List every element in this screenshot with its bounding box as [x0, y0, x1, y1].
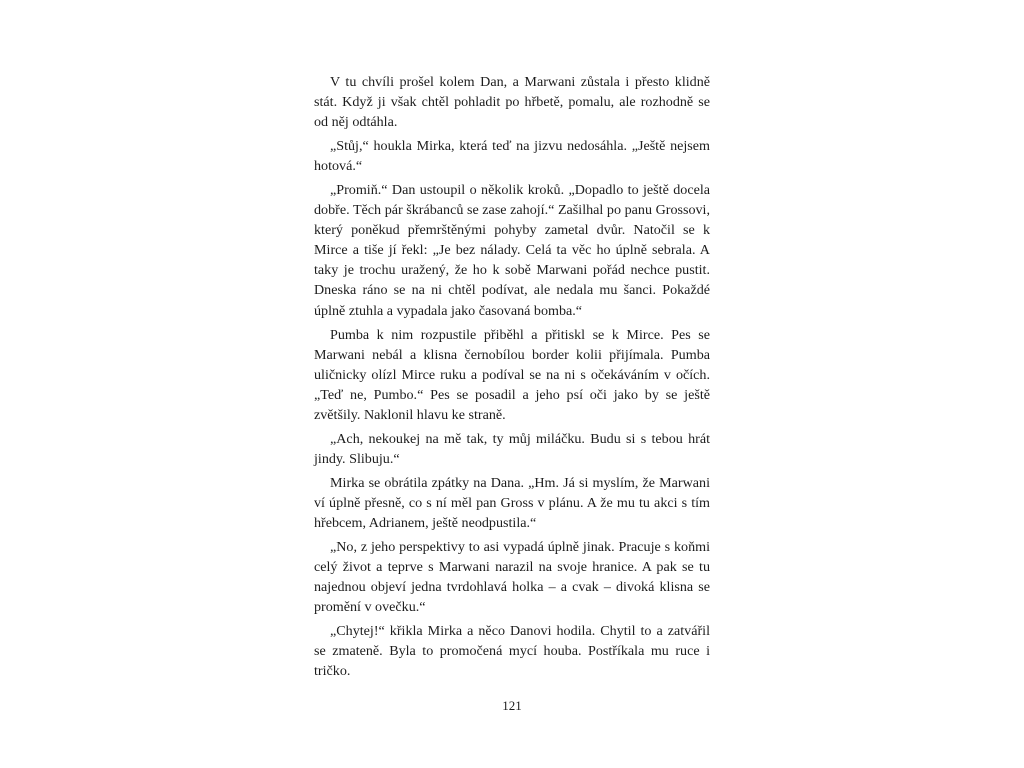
- paragraph-2: „Stůj,“ houkla Mirka, která teď na jizvu nedosáhla. „Ještě nejsem hotová.“: [314, 138, 710, 175]
- paragraph-3: „Promiň.“ Dan ustoupil o několik kroků. „Dopadlo to ještě docela dobře. Těch pár škrábanců se zase zahojí.“ Zašilhal po panu Grossovi, který poněkud přemrštěnými pohyby zametal dvůr. Natočil se k Mirce a tiše jí řekl: „Je bez nálady. Celá ta věc ho úplně sebrala. A taky je trochu uražený, že ho k sobě Marwani pořád nechce pustit. Dneska ráno se na ni chtěl podívat, ale nedala mu šanci. Pokaždé úplně ztuhla a vypadala jako časovaná bomba.“: [314, 182, 710, 319]
- paragraph-1: V tu chvíli prošel kolem Dan, a Marwani zůstala i přesto klidně stát. Když ji však chtěl pohladit po hřbetě, pomalu, ale rozhodně se od něj odtáhla.: [314, 74, 710, 131]
- page-number: 121: [502, 698, 522, 713]
- paragraph-8: „Chytej!“ křikla Mirka a něco Danovi hodila. Chytil to a zatvářil se zmateně. Byla to promočená mycí houba. Postříkala mu ruce i tričko.: [314, 623, 710, 680]
- paragraph-6: Mirka se obrátila zpátky na Dana. „Hm. Já si myslím, že Marwani ví úplně přesně, co s ní měl pan Gross v plánu. A že mu tu akci s tím hřebcem, Adrianem, ještě neodpustila.“: [314, 474, 710, 531]
- book-page-text: [314, 72, 710, 685]
- paragraph-7: „No, z jeho perspektivy to asi vypadá úplně jinak. Pracuje s koňmi celý život a teprve s Marwani narazil na svoje hranice. A pak se tu najednou objeví jedna tvrdohlavá holka – a cvak – divoká klisna se promění v ovečku.“: [314, 539, 710, 616]
- paragraph-4: Pumba k nim rozpustile přiběhl a přitiskl se k Mirce. Pes se Marwani nebál a klisna černobílou border kolii přijímala. Pumba uličnicky olízl Mirce ruku a podíval se na ni s očekáváním v očích. „Teď ne, Pumbo.“ Pes se posadil a jeho psí oči jako by se ještě zvětšily. Naklonil hlavu ke straně.: [314, 326, 710, 423]
- paragraph-5: „Ach, nekoukej na mě tak, ty můj miláčku. Budu si s tebou hrát jindy. Slibuju.“: [314, 430, 710, 467]
